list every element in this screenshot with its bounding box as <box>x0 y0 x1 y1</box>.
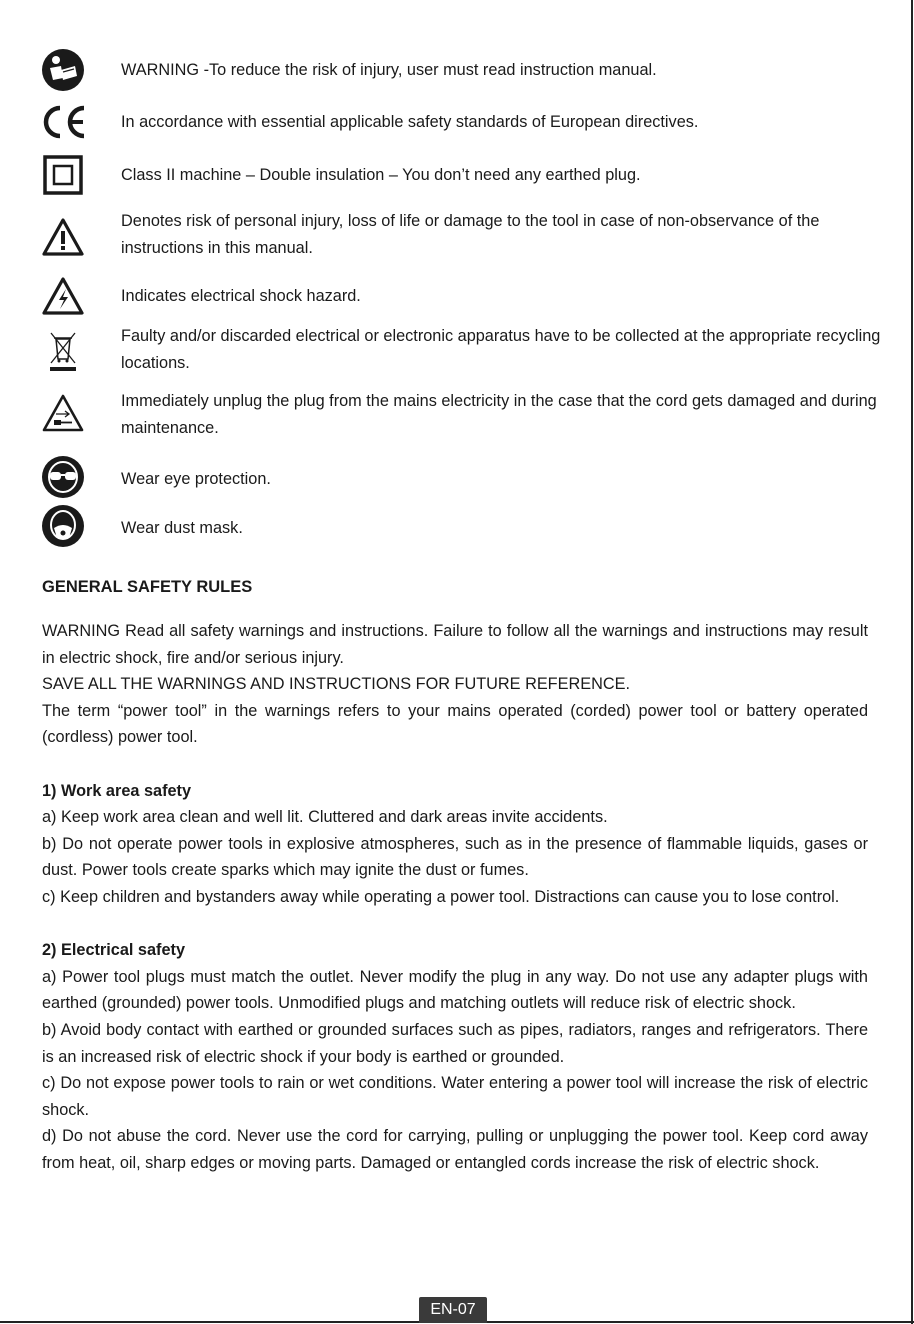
electrical-item-a: a) Power tool plugs must match the outlet. Never modify the plug in any way. Do not use any adapter plugs with earthed (grounded) power tools. Unmodified plugs and matching outlets will reduce risk of electric shock. <box>42 967 868 1013</box>
page-number-tab: EN-07 <box>419 1297 487 1323</box>
general-safety-body <box>42 618 868 1176</box>
double-insulation-icon <box>40 155 86 195</box>
electrical-heading: 2) Electrical safety <box>42 941 185 960</box>
symbol-text-dust-mask: Wear dust mask. <box>121 519 243 537</box>
work-area-item-c: c) Keep children and bystanders away while operating a power tool. Distractions can cause you to lose control. <box>42 887 840 906</box>
ce-mark-icon <box>40 104 86 140</box>
electrical-item-b: b) Avoid body contact with earthed or grounded surfaces such as pipes, radiators, ranges and refrigerators. There is an increased risk of electric shock if your body is earthed or grounded. <box>42 1020 868 1066</box>
dust-mask-icon <box>40 504 86 548</box>
warning-triangle-icon <box>40 218 86 256</box>
work-area-heading: 1) Work area safety <box>42 781 192 800</box>
general-term-paragraph: The term “power tool” in the warnings refers to your mains operated (corded) power tool or battery operated (cordless) power tool. <box>42 701 868 747</box>
symbol-text-ce: In accordance with essential applicable safety standards of European directives. <box>121 113 699 131</box>
unplug-icon <box>40 394 86 432</box>
read-manual-icon <box>40 48 86 92</box>
page-border-right <box>911 0 913 1324</box>
electric-shock-icon <box>40 277 86 315</box>
symbol-text-eye-protection: Wear eye protection. <box>121 470 271 488</box>
symbol-text-warning: Denotes risk of personal injury, loss of life or damage to the tool in case of non-observance of the instructions in this manual. <box>121 212 820 257</box>
work-area-item-b: b) Do not operate power tools in explosive atmospheres, such as in the presence of flammable liquids, gases or dust. Power tools create sparks which may ignite the dust or fumes. <box>42 834 868 880</box>
symbol-text-read-manual: WARNING -To reduce the risk of injury, user must read instruction manual. <box>121 61 657 79</box>
eye-protection-icon <box>40 455 86 499</box>
electrical-item-c: c) Do not expose power tools to rain or wet conditions. Water entering a power tool will increase the risk of electric shock. <box>42 1074 868 1119</box>
electrical-item-d: d) Do not abuse the cord. Never use the cord for carrying, pulling or unplugging the power tool. Keep cord away from heat, oil, sharp edges or moving parts. Damaged or entangled cords increase the risk of electric shock. <box>42 1127 868 1172</box>
general-save-paragraph: SAVE ALL THE WARNINGS AND INSTRUCTIONS FOR FUTURE REFERENCE. <box>42 675 631 694</box>
general-warning-paragraph: WARNING Read all safety warnings and instructions. Failure to follow all the warnings and instructions may result in electric shock, fire and/or serious injury. <box>42 622 868 667</box>
work-area-item-a: a) Keep work area clean and well lit. Cluttered and dark areas invite accidents. <box>42 808 608 827</box>
symbol-text-unplug: Immediately unplug the plug from the mains electricity in the case that the cord gets damaged and during maintenance. <box>121 392 877 437</box>
symbol-text-double-insulation: Class II machine – Double insulation – You don’t need any earthed plug. <box>121 166 641 184</box>
weee-bin-icon <box>40 329 86 373</box>
symbol-text-electric-shock: Indicates electrical shock hazard. <box>121 287 361 305</box>
general-safety-heading: GENERAL SAFETY RULES <box>42 578 253 596</box>
symbol-text-weee: Faulty and/or discarded electrical or electronic apparatus have to be collected at the appropriate recycling locations. <box>121 327 881 372</box>
